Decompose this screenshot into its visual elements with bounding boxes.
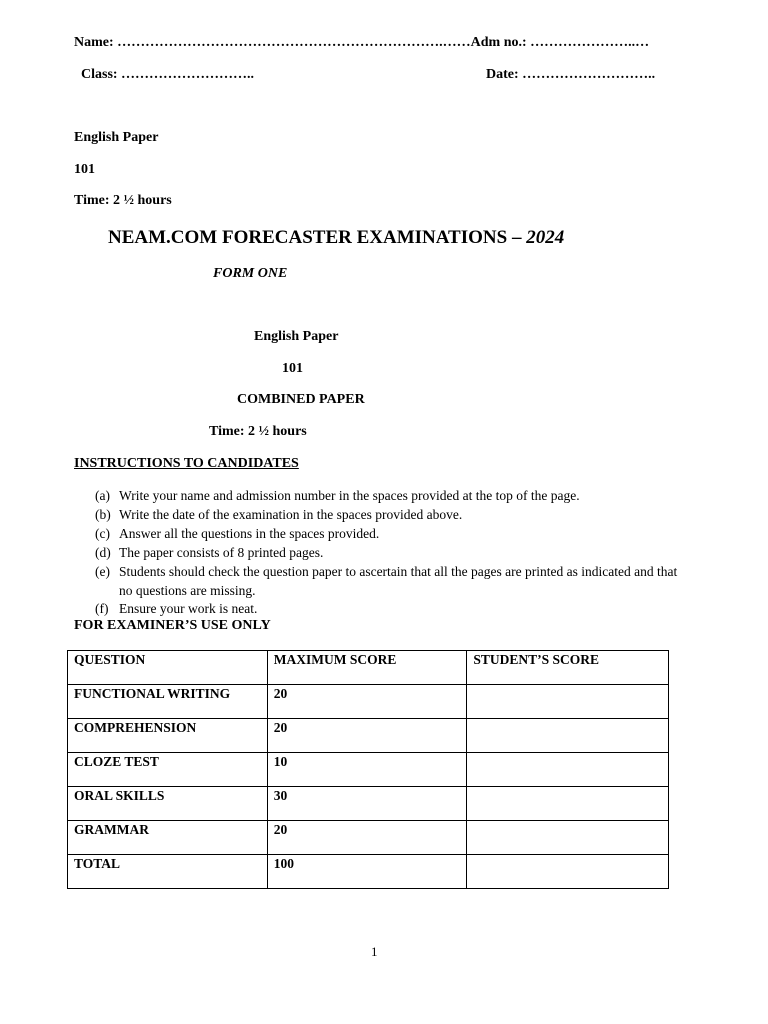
- table-header-row: [68, 651, 669, 685]
- paper-type: COMBINED PAPER: [237, 392, 365, 407]
- student-score-cell[interactable]: [467, 855, 669, 889]
- page-number: 1: [371, 944, 378, 959]
- question-cell: CLOZE TEST: [68, 753, 268, 787]
- table-row: [68, 753, 669, 787]
- top-subject: English Paper: [74, 130, 159, 145]
- max-score-cell: 20: [267, 821, 467, 855]
- instructions-heading: INSTRUCTIONS TO CANDIDATES: [74, 456, 299, 471]
- instruction-label: (a): [95, 488, 110, 503]
- column-header: STUDENT’S SCORE: [467, 651, 669, 685]
- column-header: MAXIMUM SCORE: [267, 651, 467, 685]
- question-cell: TOTAL: [68, 855, 268, 889]
- instruction-label: (d): [95, 545, 111, 560]
- table-row-total: [68, 855, 669, 889]
- name-adm-line: Name: …………………………………………………………….……Adm no.: …………………..…: [74, 35, 650, 50]
- class-line: Class: ………………………..: [81, 67, 255, 82]
- question-cell: GRAMMAR: [68, 821, 268, 855]
- instruction-text: Write the date of the examination in the spaces provided above.: [119, 507, 463, 522]
- center-time: Time: 2 ½ hours: [209, 424, 307, 439]
- question-cell: ORAL SKILLS: [68, 787, 268, 821]
- date-line: Date: ………………………..: [486, 67, 656, 82]
- question-cell: COMPREHENSION: [68, 719, 268, 753]
- max-score-cell: 20: [267, 719, 467, 753]
- exam-title-year: 2024: [526, 227, 565, 248]
- student-score-cell[interactable]: [467, 787, 669, 821]
- exam-title: [108, 227, 564, 249]
- instruction-label: (e): [95, 564, 110, 579]
- instruction-label: (b): [95, 507, 111, 522]
- student-score-cell[interactable]: [467, 685, 669, 719]
- column-header: QUESTION: [68, 651, 268, 685]
- instruction-text: Ensure your work is neat.: [119, 601, 258, 616]
- max-score-cell: 30: [267, 787, 467, 821]
- top-time: Time: 2 ½ hours: [74, 193, 172, 208]
- max-score-cell: 20: [267, 685, 467, 719]
- instruction-text: Answer all the questions in the spaces provided.: [119, 526, 380, 541]
- table-row: [68, 685, 669, 719]
- student-score-cell[interactable]: [467, 753, 669, 787]
- score-table: [67, 650, 669, 889]
- max-score-cell: 10: [267, 753, 467, 787]
- examiner-heading: FOR EXAMINER’S USE ONLY: [74, 618, 271, 633]
- center-subject: English Paper: [254, 329, 339, 344]
- top-code: 101: [74, 162, 95, 177]
- table-row: [68, 719, 669, 753]
- table-row: [68, 787, 669, 821]
- student-score-cell[interactable]: [467, 821, 669, 855]
- question-cell: FUNCTIONAL WRITING: [68, 685, 268, 719]
- table-row: [68, 821, 669, 855]
- instruction-text: Write your name and admission number in the spaces provided at the top of the page.: [119, 488, 580, 503]
- instruction-text: Students should check the question paper to ascertain that all the pages are printed as indicated and that no questions are missing.: [119, 564, 678, 598]
- exam-title-main: NEAM.COM FORECASTER EXAMINATIONS –: [108, 227, 527, 248]
- student-score-cell[interactable]: [467, 719, 669, 753]
- instruction-label: (c): [95, 526, 110, 541]
- instruction-label: (f): [95, 601, 109, 616]
- form-label: FORM ONE: [213, 266, 288, 281]
- instruction-text: The paper consists of 8 printed pages.: [119, 545, 324, 560]
- center-code: 101: [282, 361, 303, 376]
- max-score-cell: 100: [267, 855, 467, 889]
